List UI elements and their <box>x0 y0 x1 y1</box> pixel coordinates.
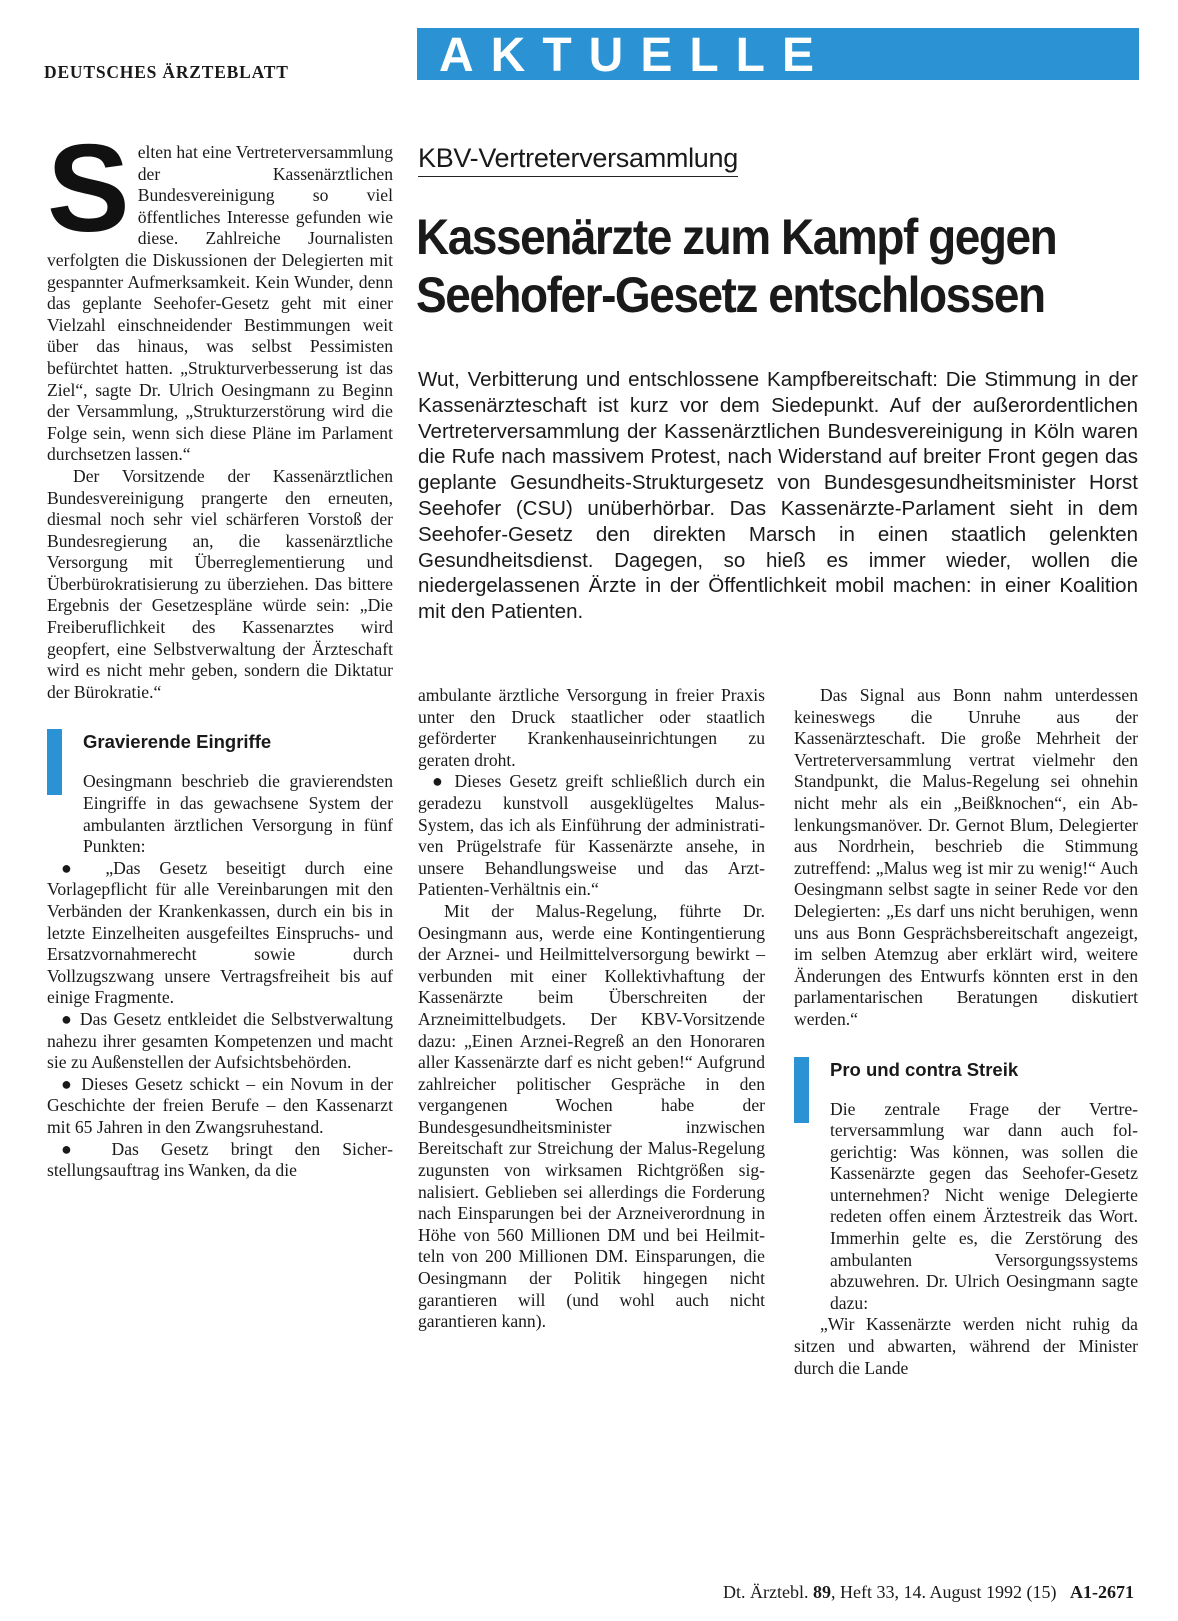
journal-name: DEUTSCHES ÄRZTEBLATT <box>44 62 289 82</box>
paragraph: Die zentrale Frage der Vertreterversammlung war dann auch folgerichtig: Was können, was sollen die Kassenärzte gegen das Seehofer-Gesetz unternehmen? Nicht wenige Delegierte redeten offen einem Ärztestreik das Wort. Immerhin gelte es, die Zerstörung des ambulanten Versorgungssystems abzuwehren. Dr. Ulrich Oesingmann sagte dazu: <box>830 1098 1138 1313</box>
paragraph: „Wir Kassenärzte werden nicht ruhig da sitzen und abwarten, während der Minister durch die Lande <box>794 1314 1138 1378</box>
bullet-item <box>47 858 393 1009</box>
bullet-text: „Das Gesetz beseitigt durch eine Vorlagepflicht für alle Vereinbarungen mit den Verbänden der Krankenkassen, durch ein bis in letzte Einzelheiten ausgefeiltes Einspruchs- und Ersatzvornahmerecht sowie durch Vollzugszwang unsere Vertragsfreiheit bis auf einige Fragmente. <box>47 857 393 1008</box>
page-footer <box>723 1582 1134 1603</box>
section-banner <box>417 28 1139 134</box>
paragraph: Mit der Malus-Regelung, führte Dr. Oesingmann aus, werde eine Kontingentierung der Arznei- und Heilmittelversorgung bewirkt – verbunden mit einer Kollektivhaftung der Kassenärzte beim Überschreiten der Arzneimittelbudgets. Der KBV-Vorsitzende dazu: „Einen Arznei-Regreß an den Honoraren aller Kassenärzte darf es nicht geben!“ Aufgrund zahlreicher politischer Gespräche in den vergangenen Wochen habe der Bundesgesundheitsminister inzwischen Bereitschaft zur Streichung der Malus-Regelung zugunsten von wirksamen Richtgrößen signalisiert. Geblieben sei allerdings die Forderung nach Einsparungen bei der Arzneiverordnung in Höhe von 560 Millionen DM und bei Heilmitteln von 200 Millionen DM. Einsparungen, die Oesingmann der Politik hingegen nicht garantieren will (und wohl auch nicht garantieren kann). <box>418 900 765 1332</box>
paragraph: Das Signal aus Bonn nahm unterdessen keineswegs die Unruhe aus der Kassenärzteschaft. Die große Mehrheit der Vertreterversammlung vertrat vielmehr den Standpunkt, die Malus-Regelung sei ohnehin nicht mehr als ein „Beißknochen“, ein Ablenkungsmanöver. Dr. Gernot Blum, Delegierter aus Nordrhein, beschrieb die Stimmung zutreffend: „Malus weg ist mir zu wenig!“ Auch Oesingmann selbst sagte in seiner Rede vor den Delegierten: „Es darf uns nicht beruhigen, wenn uns aus Bonn Gesprächsbereitschaft angezeigt, im selben Atemzug aber erklärt wird, weitere Änderungen des Entwurfs könnten erst in den parlamentarischen Beratungen diskutiert werden.“ <box>794 685 1138 1029</box>
bullet-item <box>47 1074 393 1139</box>
bullet-item <box>418 771 765 901</box>
paragraph: ambulante ärztliche Versorgung in freier Praxis unter den Druck staatlicher oder staatlich geförderter Krankenhauseinrichtungen zu geraten droht. <box>418 685 765 770</box>
paragraph: Oesingmann beschrieb die gravierendsten Eingriffe in das gewachsene System der ambulanten ärztlichen Versorgung in fünf Punkten: <box>83 771 393 857</box>
bullet-text: Dieses Gesetz greift schließlich durch ein geradezu kunstvoll ausgeklügeltes Malus-System, das ich als Einführung der administrativen Prügelstrafe für Kassenärzte ansehe, in unsere Behandlungsweise und das Arzt-Patienten-Verhältnis ein.“ <box>418 771 765 900</box>
drop-cap: S <box>47 120 130 258</box>
column-3 <box>794 685 1138 1379</box>
bullet-text: Das Gesetz bringt den Sicherstellungsauftrag ins Wanken, da die <box>47 1138 393 1181</box>
subheading-block <box>794 1057 1138 1089</box>
paragraph: Der Vorsitzende der Kassenärztlichen Bundesvereinigung prangerte den erneuten, diesmal noch sehr viel schärferen Vorstoß der Bundesregierung an, die kassenärztliche Versorgung mit Überreglementierung und Überbürokratisierung zu überziehen. Das bittere Ergebnis der Gesetzespläne würde sein: „Die Freiberuflichkeit des Kassenarztes wird geopfert, eine Selbstverwaltung der Ärzteschaft wird es nicht mehr geben, sondern die Diktatur der Bürokratie.“ <box>47 465 393 702</box>
bullet-item <box>47 1139 393 1182</box>
article-headline <box>416 208 1097 324</box>
subheading: Gravierende Eingriffe <box>83 731 272 753</box>
article-lead: Wut, Verbitterung und entschlossene Kampfbereitschaft: Die Stimmung in der Kassenärzteschaft ist kurz vor dem Siedepunkt. Auf der außerordentlichen Vertreterversammlung der Kassenärztlichen Bundesvereinigung in Köln waren die Rufe nach massivem Protest, nach Widerstand auf breiter Front gegen das geplante Gesundheits-Strukturgesetz von Bundesgesundheitsminister Horst Seehofer (CSU) unüberhörbar. Das Kassenärzte-Parlament sieht in dem Seehofer-Gesetz den direkten Marsch in einen staatlich gelenkten Gesundheitsdienst. Dagegen, so hieß es immer wieder, wollen die niedergelassenen Ärzte in der Öffentlichkeit mobil machen: in einer Koalition mit den Patienten. <box>418 368 1138 624</box>
bullet-text: Dieses Gesetz schickt – ein Novum in der Geschichte der freien Berufe – den Kassenarzt mit 65 Jahren in den Zwangsruhestand. <box>47 1073 393 1137</box>
bullet-icon: ● <box>61 1008 74 1029</box>
subheading-accent-bar <box>794 1057 809 1123</box>
article-kicker: KBV-Vertreterversammlung <box>418 142 738 177</box>
headline-line-1: Kassenärzte zum Kampf gegen <box>416 209 1057 265</box>
footer-citation: Dt. Ärztebl. <box>723 1582 814 1602</box>
bullet-icon: ● <box>432 771 447 792</box>
subheading: Pro und contra Streik <box>830 1058 1019 1080</box>
bullet-text: Das Gesetz entkleidet die Selbstverwaltung nahezu ihrer gesamten Kompetenzen und macht sie zu Außenstellen der Aufsichtsbehörden. <box>47 1008 393 1073</box>
bullet-icon: ● <box>61 857 87 878</box>
subheading-block <box>47 729 393 761</box>
subheading-accent-bar <box>47 729 62 795</box>
paragraph-text: elten hat eine Vertreterversammlung der Kassenärztlichen Bundesvereinigung so viel öffentliches Interesse gefunden wie diese. Zahlreiche Journalisten verfolgten die Diskussionen der Delegierten mit gespannter Aufmerksamkeit. Kein Wunder, denn das geplante Seehofer-Gesetz geht mit einer Vielzahl einschneidender Bestimmungen weit über das hinaus, was selbst Pessimisten befürchtet hatten. „Strukturverbesserung ist das Ziel“, sagte Dr. Ulrich Oesingmann zu Beginn der Versammlung, „Strukturzerstörung wird die Folge sein, wenn sich diese Pläne im Parlament durchsetzen lassen.“ <box>47 142 393 465</box>
footer-volume: 89 <box>813 1582 832 1602</box>
page-number: A1-2671 <box>1070 1582 1134 1602</box>
bullet-item <box>47 1009 393 1074</box>
headline-line-2: Seehofer-Gesetz entschlossen <box>416 267 1045 323</box>
column-1 <box>47 120 393 1182</box>
column-2 <box>418 685 765 1333</box>
section-title: AKTUELLE POLITIK <box>439 29 831 134</box>
bullet-icon: ● <box>61 1138 90 1159</box>
footer-issue: , Heft 33, 14. August 1992 (15) <box>831 1582 1057 1602</box>
bullet-icon: ● <box>61 1073 75 1094</box>
paragraph <box>47 120 393 466</box>
